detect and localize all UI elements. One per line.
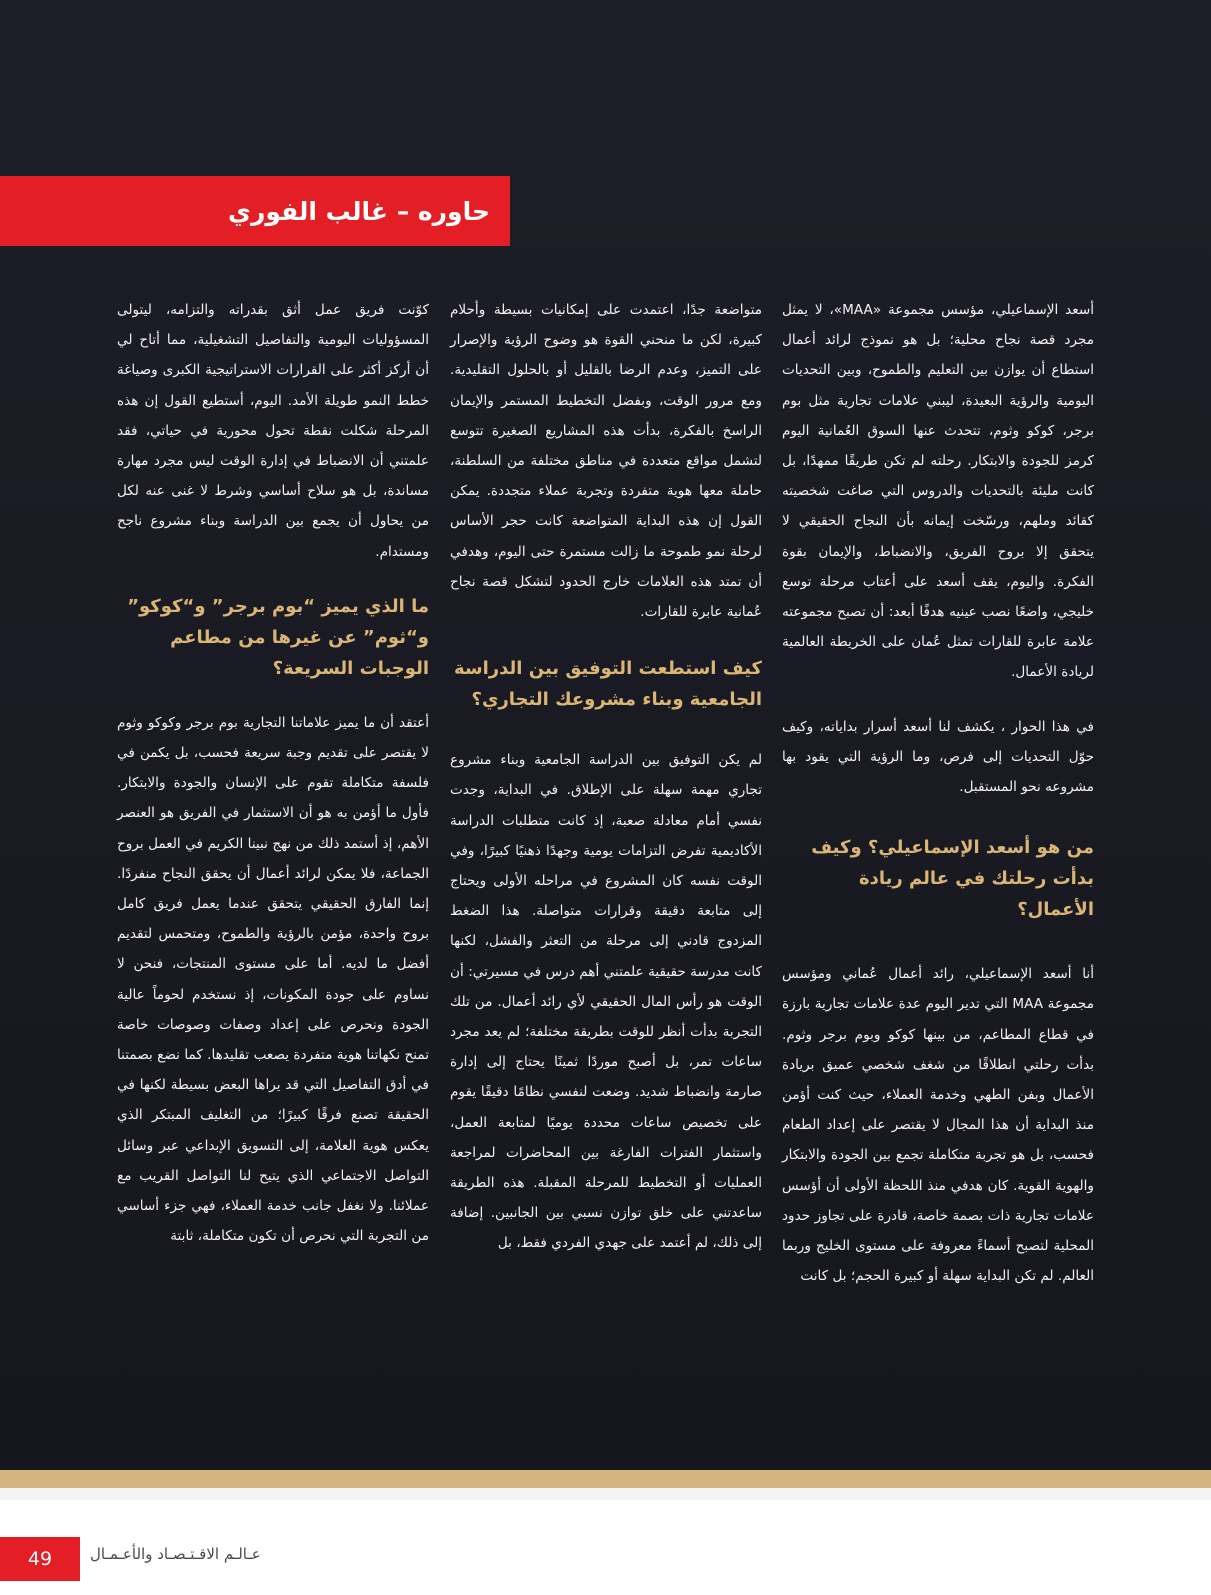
answer-paragraph-1-cont: متواضعة جدًا، اعتمدت على إمكانيات بسيطة وأحلام كبيرة، لكن ما منحني القوة هو وضوح الرؤية والإصرار على التميز، وعدم الرضا بالقليل أو بالحلول التقليدية. ومع مرور الوقت، وبفضل التخطيط المستمر والإيمان الراسخ بالفكرة، بدأت هذه المشاريع الصغيرة تتوسع لتشمل مواقع متعددة في مناطق مختلفة من السلطنة، حاملة معها هوية متفردة وتجربة عملاء متجددة. يمكن القول إن هذه البداية المتواضعة كانت حجر الأساس لرحلة نمو طموحة ما زالت مستمرة حتى اليوم، وهدفي أن تمتد هذه العلامات خارج الحدود لتشكل قصة نجاح عُمانية عابرة للقارات. (450, 302, 762, 621)
gold-divider (0, 1470, 1211, 1488)
article-column-1 (782, 295, 1094, 1291)
article-column-3 (117, 295, 429, 1251)
answer-paragraph-3: أعتقد أن ما يميز علاماتنا التجارية بوم برجر وكوكو وثوم لا يقتصر على تقديم وجبة سريعة فحسب، بل يكمن في فلسفة متكاملة تقوم على الإنسان والجودة والابتكار. فأول ما أؤمن به هو أن الاستثمار في الفريق هو العنصر الأهم، إذ أستمد ذلك من نهج نبينا الكريم في العمل بروح الجماعة، فلا يمكن لرائد أعمال أن يحقق النجاح منفردًا. إنما الفارق الحقيقي يتحقق عندما يعمل فريق كامل بروح واحدة، مؤمن بالرؤية والطموح، ومتحمس لتقديم أفضل ما لديه. أما على مستوى المنتجات، فنحن لا نساوم على جودة المكونات، إذ نستخدم لحوماً عالية الجودة ونحرص على إعداد وصفات وصوصات خاصة تمنح نكهاتنا هوية متفردة يصعب تقليدها. كما نضع بصمتنا في أدق التفاصيل التي قد يراها البعض بسيطة لكنها في الحقيقة تصنع فرقًا كبيرًا؛ من التغليف المبتكر الذي يعكس هوية العلامة، إلى التسويق الإبداعي عبر وسائل التواصل الاجتماعي الذي يتيح لنا التواصل القريب مع عملائنا. ولا نغفل جانب خدمة العملاء، فهي جزء أساسي من التجربة التي نحرص أن تكون متكاملة، ثابتة (117, 714, 429, 1245)
answer-paragraph-2: لم يكن التوفيق بين الدراسة الجامعية وبناء مشروع تجاري مهمة سهلة على الإطلاق. في البداية، وجدت نفسي أمام معادلة صعبة، إذ كانت متطلبات الدراسة الأكاديمية تفرض التزامات يومية وجهدًا ذهنيًا كبيرًا، وفي الوقت نفسه كان المشروع في مراحله الأولى ويحتاج إلى متابعة دقيقة وقرارات متواصلة. هذا الضغط المزدوج قادني إلى مرحلة من التعثر والفشل، لكنها كانت مدرسة حقيقية علمتني أهم درس في مسيرتي: أن الوقت هو رأس المال الحقيقي لأي رائد أعمال. من تلك التجربة بدأت أنظر للوقت بطريقة مختلفة؛ لم يعد مجرد ساعات تمر، بل أصبح موردًا ثمينًا يحتاج إلى إدارة صارمة وانضباط شديد. وضعت لنفسي نظامًا دقيقًا يقوم على تخصيص ساعات محددة يوميًا لمتابعة العمل، واستثمار الفترات الفارغة بين المحاضرات لمراجعة العمليات أو التخطيط للمرحلة المقبلة. هذه الطريقة ساعدتني على خلق توازن نسبي بين الجانبين. إضافة إلى ذلك، لم أعتمد على جهدي الفردي فقط، بل (450, 752, 762, 1252)
question-heading-2: كيف استطعت التوفيق بين الدراسة الجامعية وبناء مشروعك التجاري؟ (454, 658, 762, 711)
article-column-2 (450, 295, 762, 1259)
question-heading-3: ما الذي يميز “بوم برجر” و“كوكو” و“ثوم” عن غيرها من مطاعم الوجبات السريعة؟ (127, 595, 429, 679)
page-number: 49 (27, 1548, 53, 1570)
intro-paragraph: أسعد الإسماعيلي، مؤسس مجموعة «MAA»، لا يمثل مجرد قصة نجاح محلية؛ بل هو نموذج لرائد أعمال استطاع أن يوازن بين التعليم والطموح، وبين التحديات اليومية والرؤية البعيدة، ليبني علامات تجارية مثل بوم برجر، كوكو وثوم، تتحدث عنها السوق العُمانية اليوم كرمز للجودة والابتكار. رحلته لم تكن طريقًا ممهدًا، بل كانت مليئة بالتحديات والدروس التي صاغت شخصيته كقائد وملهم، ورسّخت إيمانه بأن النجاح الحقيقي لا يتحقق إلا بروح الفريق، والانضباط، والإيمان بقوة الفكرة. واليوم، يقف أسعد على أعتاب مرحلة توسع خليجي، واضعًا نصب عينيه هدفًا أبعد: أن تصبح مجموعته علامة عابرة للقارات تمثل عُمان على الخريطة العالمية لريادة الأعمال. (782, 302, 1094, 681)
byline: حاوره – غالب الفوري (228, 196, 490, 226)
intro-paragraph-2: في هذا الحوار ، يكشف لنا أسعد أسرار بداياته، وكيف حوّل التحديات إلى فرص، وما الرؤية التي يقود بها مشروعه نحو المستقبل. (782, 718, 1094, 796)
light-divider (0, 1488, 1211, 1500)
answer-paragraph-2-cont: كوّنت فريق عمل أثق بقدراته والتزامه، ليتولى المسؤوليات اليومية والتفاصيل التشغيلية، مما أتاح لي أن أركز أكثر على القرارات الاستراتيجية الكبرى وصياغة خطط النمو طويلة الأمد. اليوم، أستطيع القول إن هذه المرحلة شكلت نقطة تحول محورية في حياتي، فقد علمتني أن الانضباط في إدارة الوقت ليس مجرد مهارة مساندة، بل هو سلاح أساسي وشرط لا غنى عنه لكل من يحاول أن يجمع بين الدراسة وبناء مشروع ناجح ومستدام. (117, 302, 429, 560)
answer-paragraph-1: أنا أسعد الإسماعيلي، رائد أعمال عُماني ومؤسس مجموعة MAA التي تدير اليوم عدة علامات تجارية بارزة في قطاع المطاعم، من بينها كوكو وبوم برجر وثوم. بدأت رحلتي انطلاقًا من شغف شخصي عميق بريادة الأعمال وبفن الطهي وخدمة العملاء، حيث كنت أؤمن منذ البداية أن هذا المجال لا يقتصر على إعداد الطعام فحسب، بل هو تجربة متكاملة تجمع بين الجودة والابتكار والهوية القوية. كان هدفي منذ اللحظة الأولى أن أؤسس علامات تجارية ذات بصمة خاصة، قادرة على تجاوز حدود المحلية لتصبح أسماءً معروفة على مستوى الخليج وربما العالم. لم تكن البداية سهلة أو كبيرة الحجم؛ بل كانت (782, 966, 1094, 1285)
page-number-badge (0, 1537, 80, 1581)
question-heading-1: من هو أسعد الإسماعيلي؟ وكيف بدأت رحلتك في عالم ريادة الأعمال؟ (811, 837, 1094, 921)
byline-banner (0, 176, 510, 246)
magazine-name: عـالـم الاقـتـصـاد والأعـمـال (90, 1545, 261, 1563)
